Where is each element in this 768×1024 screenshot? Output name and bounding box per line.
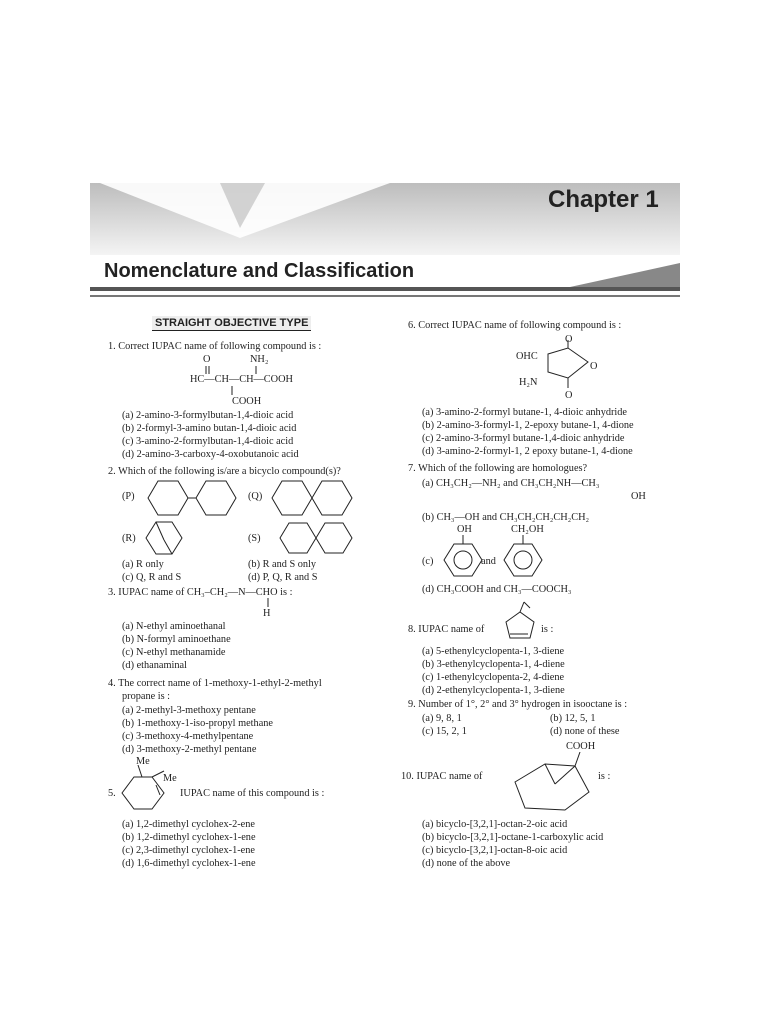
q5-option-d: (d) 1,6-dimethyl cyclohex-1-ene <box>122 858 256 869</box>
q4-option-a: (a) 2-methyl-3-methoxy pentane <box>122 705 256 716</box>
q5-stem: IUPAC name of this compound is : <box>180 788 325 799</box>
q3-option-a: (a) N-ethyl aminoethanal <box>122 621 226 632</box>
q1-bonds <box>200 364 270 396</box>
q1-chain: HC—CH—CH—COOH <box>190 374 293 385</box>
q7-c-ch2oh: CH₂OH <box>511 524 544 535</box>
q7-c-and: and <box>481 556 496 567</box>
q5-option-b: (b) 1,2-dimethyl cyclohex-1-ene <box>122 832 256 843</box>
q2-option-c: (c) Q, R and S <box>122 572 182 583</box>
chapter-title: Nomenclature and Classification <box>104 260 415 282</box>
q1-stem: 1. Correct IUPAC name of following compound is : <box>108 341 322 352</box>
q6-o-ring: O <box>590 361 598 372</box>
q9-stem: 9. Number of 1°, 2° and 3° hydrogen in isooctane is : <box>408 699 628 710</box>
q9-option-a: (a) 9, 8, 1 <box>422 713 462 724</box>
q6-option-a: (a) 3-amino-2-formyl butane-1, 4-dioic anhydride <box>422 407 628 418</box>
q2-label-p: (P) <box>122 491 135 502</box>
q8-stem: 8. IUPAC name of <box>408 624 485 635</box>
q10-is: is : <box>598 771 611 782</box>
q8-option-c: (c) 1-ethenylcyclopenta-2, 4-diene <box>422 672 565 683</box>
q2-stem: 2. Which of the following is/are a bicyclo compound(s)? <box>108 466 341 477</box>
q9-option-d: (d) none of these <box>550 726 620 737</box>
q10-cooh-label: COOH <box>566 741 596 752</box>
q4-stem: 4. The correct name of 1-methoxy-1-ethyl-2-methyl <box>108 678 322 689</box>
q8-structure <box>500 600 545 645</box>
q7-option-d: (d) CH₃COOH and CH₃—COOCH₃ <box>422 584 572 595</box>
q10-option-b: (b) bicyclo-[3,2,1]-octane-1-carboxylic acid <box>422 832 604 843</box>
q7-c-oh: OH <box>457 524 472 535</box>
q6-stem: 6. Correct IUPAC name of following compound is : <box>408 320 622 331</box>
q8-option-b: (b) 3-ethenylcyclopenta-1, 4-diene <box>422 659 565 670</box>
q3-option-d: (d) ethanaminal <box>122 660 187 671</box>
q7-stem: 7. Which of the following are homologues? <box>408 463 588 474</box>
q3-stem: 3. IUPAC name of CH₃–CH₂—N—CHO is : <box>108 587 293 598</box>
q1-option-c: (c) 3-amino-2-formylbutan-1,4-dioic acid <box>122 436 294 447</box>
q8-option-d: (d) 2-ethenylcyclopenta-1, 3-diene <box>422 685 565 696</box>
q3-h-label: H <box>263 608 271 619</box>
q9-option-c: (c) 15, 2, 1 <box>422 726 467 737</box>
q5-option-a: (a) 1,2-dimethyl cyclohex-2-ene <box>122 819 255 830</box>
q6-h2n-label: H₂N <box>519 377 538 388</box>
q8-is: is : <box>541 624 554 635</box>
q8-option-a: (a) 5-ethenylcyclopenta-1, 3-diene <box>422 646 565 657</box>
q1-cooh-label: COOH <box>232 396 262 407</box>
q7-b-oh: OH <box>631 491 646 502</box>
q2-label-r: (R) <box>122 533 136 544</box>
q10-stem: 10. IUPAC name of <box>401 771 483 782</box>
q2-option-b: (b) R and S only <box>248 559 317 570</box>
q3-option-c: (c) N-ethyl methanamide <box>122 647 226 658</box>
q5-me-side: Me <box>163 773 177 784</box>
q1-option-a: (a) 2-amino-3-formylbutan-1,4-dioic acid <box>122 410 294 421</box>
q7-benzene-rings <box>438 532 558 582</box>
q6-option-d: (d) 3-amino-2-formyl-1, 2 epoxy butane-1, 4-dione <box>422 446 633 457</box>
q4-stem-cont: propane is : <box>122 691 171 702</box>
q7-option-b: (b) CH₃—OH and CH₃CH₂CH₂CH₂CH₂ <box>422 512 590 523</box>
q7-option-a: (a) CH₃CH₂—NH₂ and CH₃CH₂NH—CH₃ <box>422 478 600 489</box>
q4-option-b: (b) 1-methoxy-1-iso-propyl methane <box>122 718 273 729</box>
q3-option-b: (b) N-formyl aminoethane <box>122 634 231 645</box>
q2-option-a: (a) R only <box>122 559 164 570</box>
q9-option-b: (b) 12, 5, 1 <box>550 713 596 724</box>
q4-option-c: (c) 3-methoxy-4-methylpentane <box>122 731 254 742</box>
q1-option-b: (b) 2-formyl-3-amino butan-1,4-dioic acid <box>122 423 297 434</box>
q10-bicyclo-structure <box>505 752 595 812</box>
q6-option-c: (c) 2-amino-3-formyl butane-1,4-dioic anhydride <box>422 433 625 444</box>
q2-label-s: (S) <box>248 533 261 544</box>
q5-number: 5. <box>108 788 116 799</box>
q1-option-d: (d) 2-amino-3-carboxy-4-oxobutanoic acid <box>122 449 299 460</box>
q5-option-c: (c) 2,3-dimethyl cyclohex-1-ene <box>122 845 255 856</box>
q6-ring <box>540 340 600 390</box>
q2-structures <box>140 478 375 558</box>
chapter-number: Chapter 1 <box>548 186 659 213</box>
q2-label-q: (Q) <box>248 491 263 502</box>
q1-o-label: O <box>203 354 211 365</box>
q6-option-b: (b) 2-amino-3-formyl-1, 2-epoxy butane-1, 4-dione <box>422 420 634 431</box>
q5-ring <box>118 765 178 815</box>
q6-o-bottom: O <box>565 390 573 401</box>
q10-option-c: (c) bicyclo-[3,2,1]-octan-8-oic acid <box>422 845 568 856</box>
q5-me-top: Me <box>136 756 150 767</box>
q2-option-d: (d) P, Q, R and S <box>248 572 318 583</box>
q10-option-a: (a) bicyclo-[3,2,1]-octan-2-oic acid <box>422 819 568 830</box>
q7-option-c: (c) <box>422 556 434 567</box>
q6-o-top: O <box>565 334 573 345</box>
q4-option-d: (d) 3-methoxy-2-methyl pentane <box>122 744 257 755</box>
q1-nh2-label: NH₂ <box>250 354 269 365</box>
q6-ohc-label: OHC <box>516 351 538 362</box>
q3-bond <box>265 598 273 608</box>
q10-option-d: (d) none of the above <box>422 858 511 869</box>
section-heading: STRAIGHT OBJECTIVE TYPE <box>152 316 311 331</box>
